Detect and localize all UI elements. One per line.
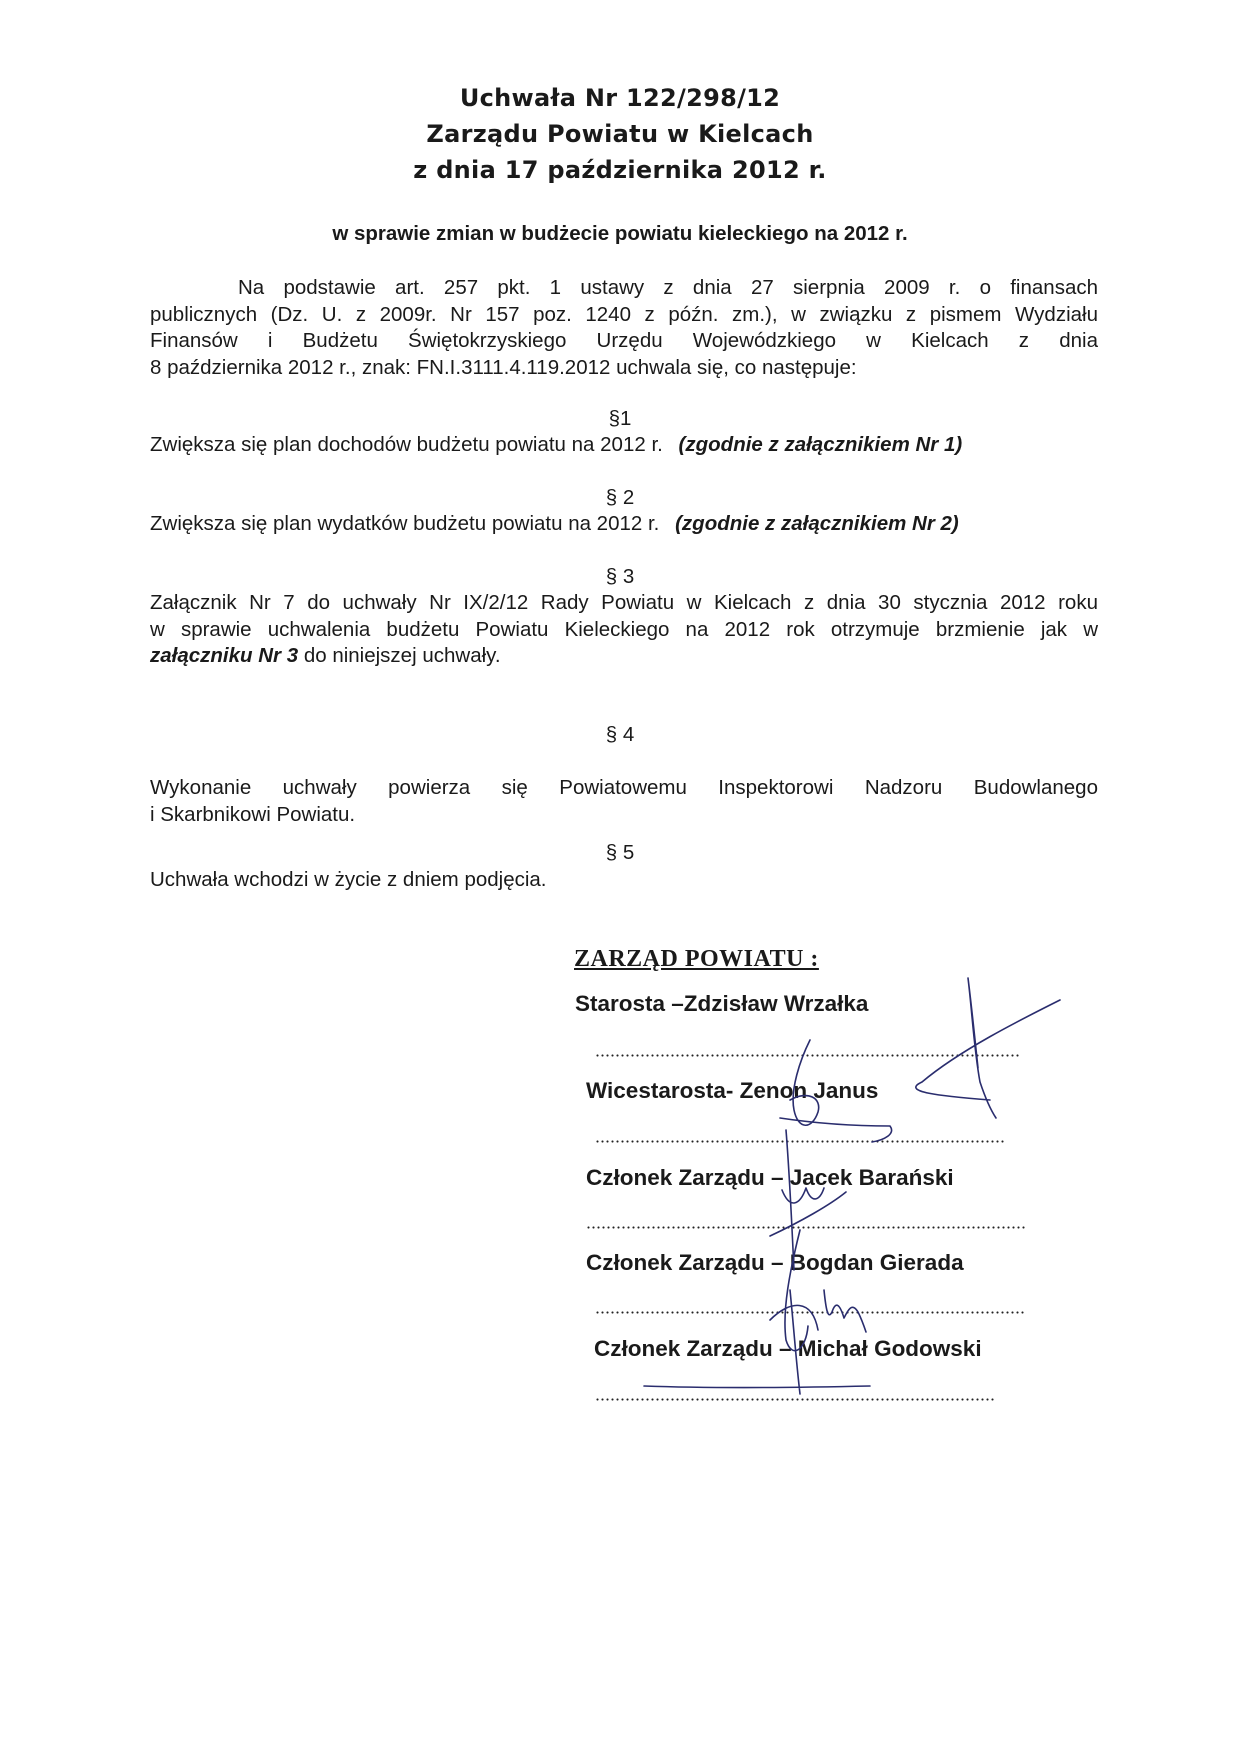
section-3-attachment-ref: załączniku Nr 3 [150, 644, 299, 667]
signature-baranski [770, 1130, 846, 1270]
board-heading: ZARZĄD POWIATU : [574, 946, 819, 972]
board-member-wicestarosta: Wicestarosta- Zenon Janus [586, 1078, 879, 1103]
preamble-line: Finansów i Budżetu Świętokrzyskiego Urzędu Wojewódzkiego w Kielcach z dnia [150, 329, 1098, 352]
preamble-line: publicznych (Dz. U. z 2009r. Nr 157 poz. 1240 z późn. zm.), w związku z pismem Wydziału [150, 302, 1098, 326]
resolution-subject: w sprawie zmian w budżecie powiatu kieleckiego na 2012 r. [332, 222, 908, 245]
signature-line [595, 1398, 995, 1401]
section-4-line: i Skarbnikowi Powiatu. [150, 802, 356, 826]
signature-wrzalka [916, 978, 1060, 1118]
board-member-godowski: Członek Zarządu – Michał Godowski [594, 1336, 982, 1361]
section-mark-4: § 4 [605, 723, 635, 746]
preamble [150, 275, 1098, 381]
section-4-line: Wykonanie uchwały powierza się Powiatowemu Inspektorowi Nadzoru Budowlanego [150, 776, 1098, 799]
section-4-text [150, 775, 1098, 828]
signature-line [595, 1140, 1005, 1143]
section-3-line-end: do niniejszej uchwały. [298, 644, 501, 667]
section-2-text [150, 511, 1098, 538]
section-mark-3: § 3 [605, 565, 635, 588]
section-1-attachment-note: (zgodnie z załącznikiem Nr 1) [678, 433, 963, 456]
section-3-line: Załącznik Nr 7 do uchwały Nr IX/2/12 Rady Powiatu w Kielcach z dnia 30 stycznia 2012 roku [150, 591, 1098, 614]
signature-line [595, 1054, 1020, 1057]
resolution-date: z dnia 17 października 2012 r. [413, 156, 827, 184]
signature-line [586, 1226, 1026, 1229]
resolution-number: Uchwała Nr 122/298/12 [459, 84, 781, 112]
section-mark-2: § 2 [605, 486, 635, 509]
preamble-line: Na podstawie art. 257 pkt. 1 ustawy z dnia 27 sierpnia 2009 r. o finansach [238, 276, 1098, 299]
signature-line [595, 1311, 1025, 1314]
section-3-text [150, 590, 1098, 670]
section-3-line: w sprawie uchwalenia budżetu Powiatu Kieleckiego na 2012 rok otrzymuje brzmienie jak w [150, 617, 1098, 641]
section-5-text: Uchwała wchodzi w życie z dniem podjęcia. [150, 868, 547, 891]
section-1-body: Zwiększa się plan dochodów budżetu powiatu na 2012 r. [150, 433, 663, 456]
board-member-starosta: Starosta –Zdzisław Wrzałka [575, 991, 869, 1016]
board-member-gierada: Członek Zarządu – Bogdan Gierada [586, 1250, 964, 1275]
section-mark-1: §1 [608, 407, 632, 430]
issuing-body: Zarządu Powiatu w Kielcach [426, 120, 814, 148]
section-1-text [150, 432, 1098, 459]
section-3-line [150, 643, 1098, 670]
section-mark-5: § 5 [605, 841, 635, 864]
section-2-attachment-note: (zgodnie z załącznikiem Nr 2) [675, 512, 959, 535]
signature-gierada [770, 1230, 866, 1351]
board-member-baranski: Członek Zarządu – Jacek Barański [586, 1165, 954, 1190]
section-2-body: Zwiększa się plan wydatków budżetu powiatu na 2012 r. [150, 512, 660, 535]
preamble-line: 8 października 2012 r., znak: FN.I.3111.4.119.2012 uchwala się, co następuje: [150, 355, 857, 379]
